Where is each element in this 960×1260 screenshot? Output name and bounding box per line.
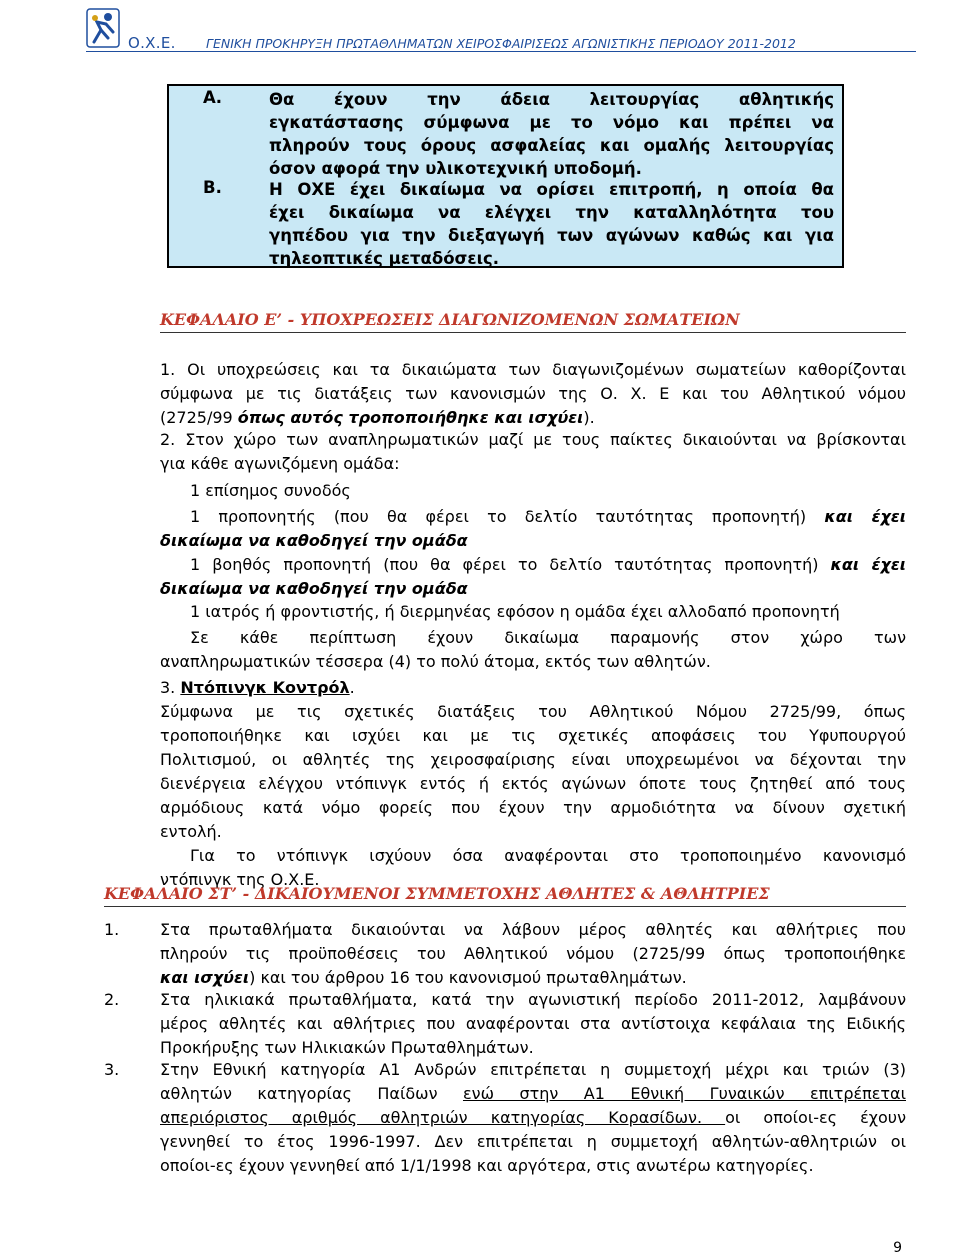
- item-b-label: Β.: [203, 178, 222, 197]
- text-line: [160, 1106, 906, 1130]
- text-line: διενέργεια ελέγχου ντόπινγκ εντός ή εκτός αγώνων όποτε τους ζητηθεί από τους: [160, 774, 906, 793]
- text-line: Σε κάθε περίπτωση έχουν δικαίωμα παραμονής στον χώρο των: [190, 628, 906, 647]
- text-line: πληρούν τις προϋποθέσεις του Αθλητικού νόμου (2725/99 όπως τροποποιήθηκε: [160, 944, 906, 963]
- doping-control-title: Ντόπινγκ Κοντρόλ: [180, 678, 350, 697]
- paragraph-3: [160, 676, 906, 892]
- text-line: εντολή.: [160, 822, 222, 841]
- text-span: 1 προπονητής (που θα φέρει το δελτίο ταυτότητας προπονητή): [190, 507, 825, 526]
- text-line: μέρος αθλητές και αθλήτριες που αναφέρονται στα αντίστοιχα κεφάλαια της Ειδικής: [160, 1014, 906, 1033]
- emphasis-text: όπως αυτός τροποποιήθηκε και ισχύει: [237, 408, 584, 427]
- emphasis-text: και ισχύει: [160, 968, 250, 987]
- eligibility-item-2: [160, 988, 906, 1060]
- item-b-text: [269, 178, 834, 270]
- text-span: .: [349, 678, 355, 697]
- text-line: Για το ντόπινγκ ισχύουν όσα αναφέρονται στο τροποποιημένο κανονισμό: [190, 846, 906, 865]
- text-line: Σύμφωνα με τις σχετικές διατάξεις του Αθλητικού Νόμου 2725/99, όπως: [160, 702, 906, 721]
- item-b-line: Η ΟΧΕ έχει δικαίωμα να ορίσει επιτροπή, η οποία θα: [269, 180, 834, 199]
- eligibility-item-3: [160, 1058, 906, 1178]
- underlined-text: απεριόριστος αριθμός αθλητριών κατηγορίας Κορασίδων.: [160, 1108, 726, 1127]
- item-1-number: 1.: [104, 920, 120, 939]
- emphasis-text: και έχει: [830, 555, 907, 574]
- chapter-5-rule: [160, 332, 906, 333]
- header-title: ΓΕΝΙΚΗ ΠΡΟΚΗΡΥΞΗ ΠΡΩΤΑΘΛΗΜΑΤΩΝ ΧΕΙΡΟΣΦΑΙΡΙΣΕΩΣ ΑΓΩΝΙΣΤΙΚΗΣ ΠΕΡΙΟΔΟΥ 2011-2012: [206, 36, 796, 51]
- text-line: [160, 406, 906, 430]
- eligibility-item-1: [160, 918, 906, 990]
- emphasis-text: δικαίωμα να καθοδηγεί την ομάδα: [160, 579, 468, 598]
- text-line: [160, 505, 906, 529]
- text-span: αθλητών κατηγορίας Παίδων: [160, 1084, 463, 1103]
- text-span: ) και του άρθρου 16 του κανονισμού πρωταθλημάτων.: [249, 968, 687, 987]
- bench-note: [160, 626, 906, 674]
- text-line: [160, 1082, 906, 1106]
- text-line: Προκήρυξης των Ηλικιακών Πρωταθλημάτων.: [160, 1038, 534, 1057]
- bench-item-2: [160, 505, 906, 553]
- header-divider: [86, 51, 916, 52]
- text-line: 1 επίσημος συνοδός: [190, 481, 351, 500]
- text-line: οποίοι-ες έχουν γεννηθεί από 1/1/1998 και αργότερα, στις ανωτέρω κατηγορίες.: [160, 1156, 814, 1175]
- text-line: αναπληρωματικών τέσσερα (4) το πολύ άτομα, εκτός των αθλητών.: [160, 652, 711, 671]
- text-line: ντόπινγκ της Ο.Χ.Ε.: [160, 870, 320, 889]
- underlined-text: ενώ στην Α1 Εθνική Γυναικών επιτρέπεται: [462, 1084, 906, 1103]
- text-line: Στην Εθνική κατηγορία Α1 Ανδρών επιτρέπεται η συμμετοχή μέχρι και τριών (3): [160, 1060, 906, 1079]
- text-line: [160, 553, 906, 577]
- emphasis-text: δικαίωμα να καθοδηγεί την ομάδα: [160, 531, 468, 550]
- item-b-line: τηλεοπτικές μεταδόσεις.: [269, 249, 500, 268]
- text-span: 1 βοηθός προπονητή (που θα φέρει το δελτίο ταυτότητας προπονητή): [190, 555, 831, 574]
- item-b-line: γηπέδου για την διεξαγωγή των αγώνων καθώς και για: [269, 226, 834, 245]
- chapter-5-heading: ΚΕΦΑΛΑΙΟ Ε’ - ΥΠΟΧΡΕΩΣΕΙΣ ΔΙΑΓΩΝΙΖΟΜΕΝΩΝ ΣΩΜΑΤΕΙΩΝ: [160, 310, 740, 329]
- item-a-text: [269, 88, 834, 180]
- text-line: για κάθε αγωνιζόμενη ομάδα:: [160, 454, 400, 473]
- federation-logo-icon: [86, 8, 120, 48]
- bench-item-1: [190, 479, 906, 503]
- paragraph-2: [160, 428, 906, 476]
- text-line: αρμόδιους κατά νόμο φορείς που έχουν την αρμοδιότητα να δίνουν σχετική: [160, 798, 906, 817]
- text-line: Πολιτισμού, οι αθλητές της χειροσφαίρισης είναι υποχρεωμένοι να δέχονται την: [160, 750, 906, 769]
- text-line: σύμφωνα με τις διατάξεις των κανονισμών της Ο. Χ. Ε και του Αθλητικού νόμου: [160, 384, 906, 403]
- item-b-line: έχει δικαίωμα να ελέγχει την καταλληλότητα του: [269, 203, 834, 222]
- item-2-number: 2.: [104, 990, 120, 1009]
- emphasis-text: και έχει: [824, 507, 907, 526]
- bench-item-4: [190, 600, 906, 624]
- text-line: [160, 676, 906, 700]
- chapter-6-heading: ΚΕΦΑΛΑΙΟ ΣΤ’ - ΔΙΚΑΙΟΥΜΕΝΟΙ ΣΥΜΜΕΤΟΧΗΣ ΑΘΛΗΤΕΣ & ΑΘΛΗΤΡΙΕΣ: [104, 884, 770, 903]
- page-number: 9: [893, 1240, 902, 1256]
- text-span: ).: [583, 408, 595, 427]
- text-span: οι οποίοι-ες έχουν: [725, 1108, 907, 1127]
- text-span: 3.: [160, 678, 181, 697]
- item-3-number: 3.: [104, 1060, 120, 1079]
- text-line: [160, 966, 906, 990]
- item-a-line: όσον αφορά την υλικοτεχνική υποδομή.: [269, 159, 642, 178]
- item-a-line: Θα έχουν την άδεια λειτουργίας αθλητικής: [269, 90, 834, 109]
- header-org: Ο.Χ.Ε.: [128, 34, 176, 52]
- page-header: [86, 8, 886, 52]
- text-line: Στα ηλικιακά πρωταθλήματα, κατά την αγωνιστική περίοδο 2011-2012, λαμβάνουν: [160, 990, 906, 1009]
- bench-item-3: [160, 553, 906, 601]
- text-line: γεννηθεί το έτος 1996-1997. Δεν επιτρέπεται η συμμετοχή αθλητών-αθλητριών οι: [160, 1132, 906, 1151]
- text-line: τροποποιήθηκε και ισχύει και με τις σχετικές αποφάσεις του Υφυπουργού: [160, 726, 906, 745]
- text-span: (2725/99: [160, 408, 238, 427]
- text-line: 1. Οι υποχρεώσεις και τα δικαιώματα των διαγωνιζομένων σωματείων καθορίζονται: [160, 360, 906, 379]
- text-line: Στα πρωταθλήματα δικαιούνται να λάβουν μέρος αθλητές και αθλήτριες που: [160, 920, 906, 939]
- item-a-line: εγκατάστασης σύμφωνα με το νόμο και πρέπει να: [269, 113, 834, 132]
- requirements-box: [167, 84, 844, 268]
- text-line: 1 ιατρός ή φροντιστής, ή διερμηνέας εφόσον η ομάδα έχει αλλοδαπό προπονητή: [190, 602, 840, 621]
- paragraph-1: [160, 358, 906, 430]
- text-line: 2. Στον χώρο των αναπληρωματικών μαζί με τους παίκτες δικαιούνται να βρίσκονται: [160, 430, 906, 449]
- chapter-6-rule: [104, 906, 906, 907]
- item-a-label: Α.: [203, 88, 223, 107]
- item-a-line: πληρούν τους όρους ασφαλείας και ομαλής λειτουργίας: [269, 136, 834, 155]
